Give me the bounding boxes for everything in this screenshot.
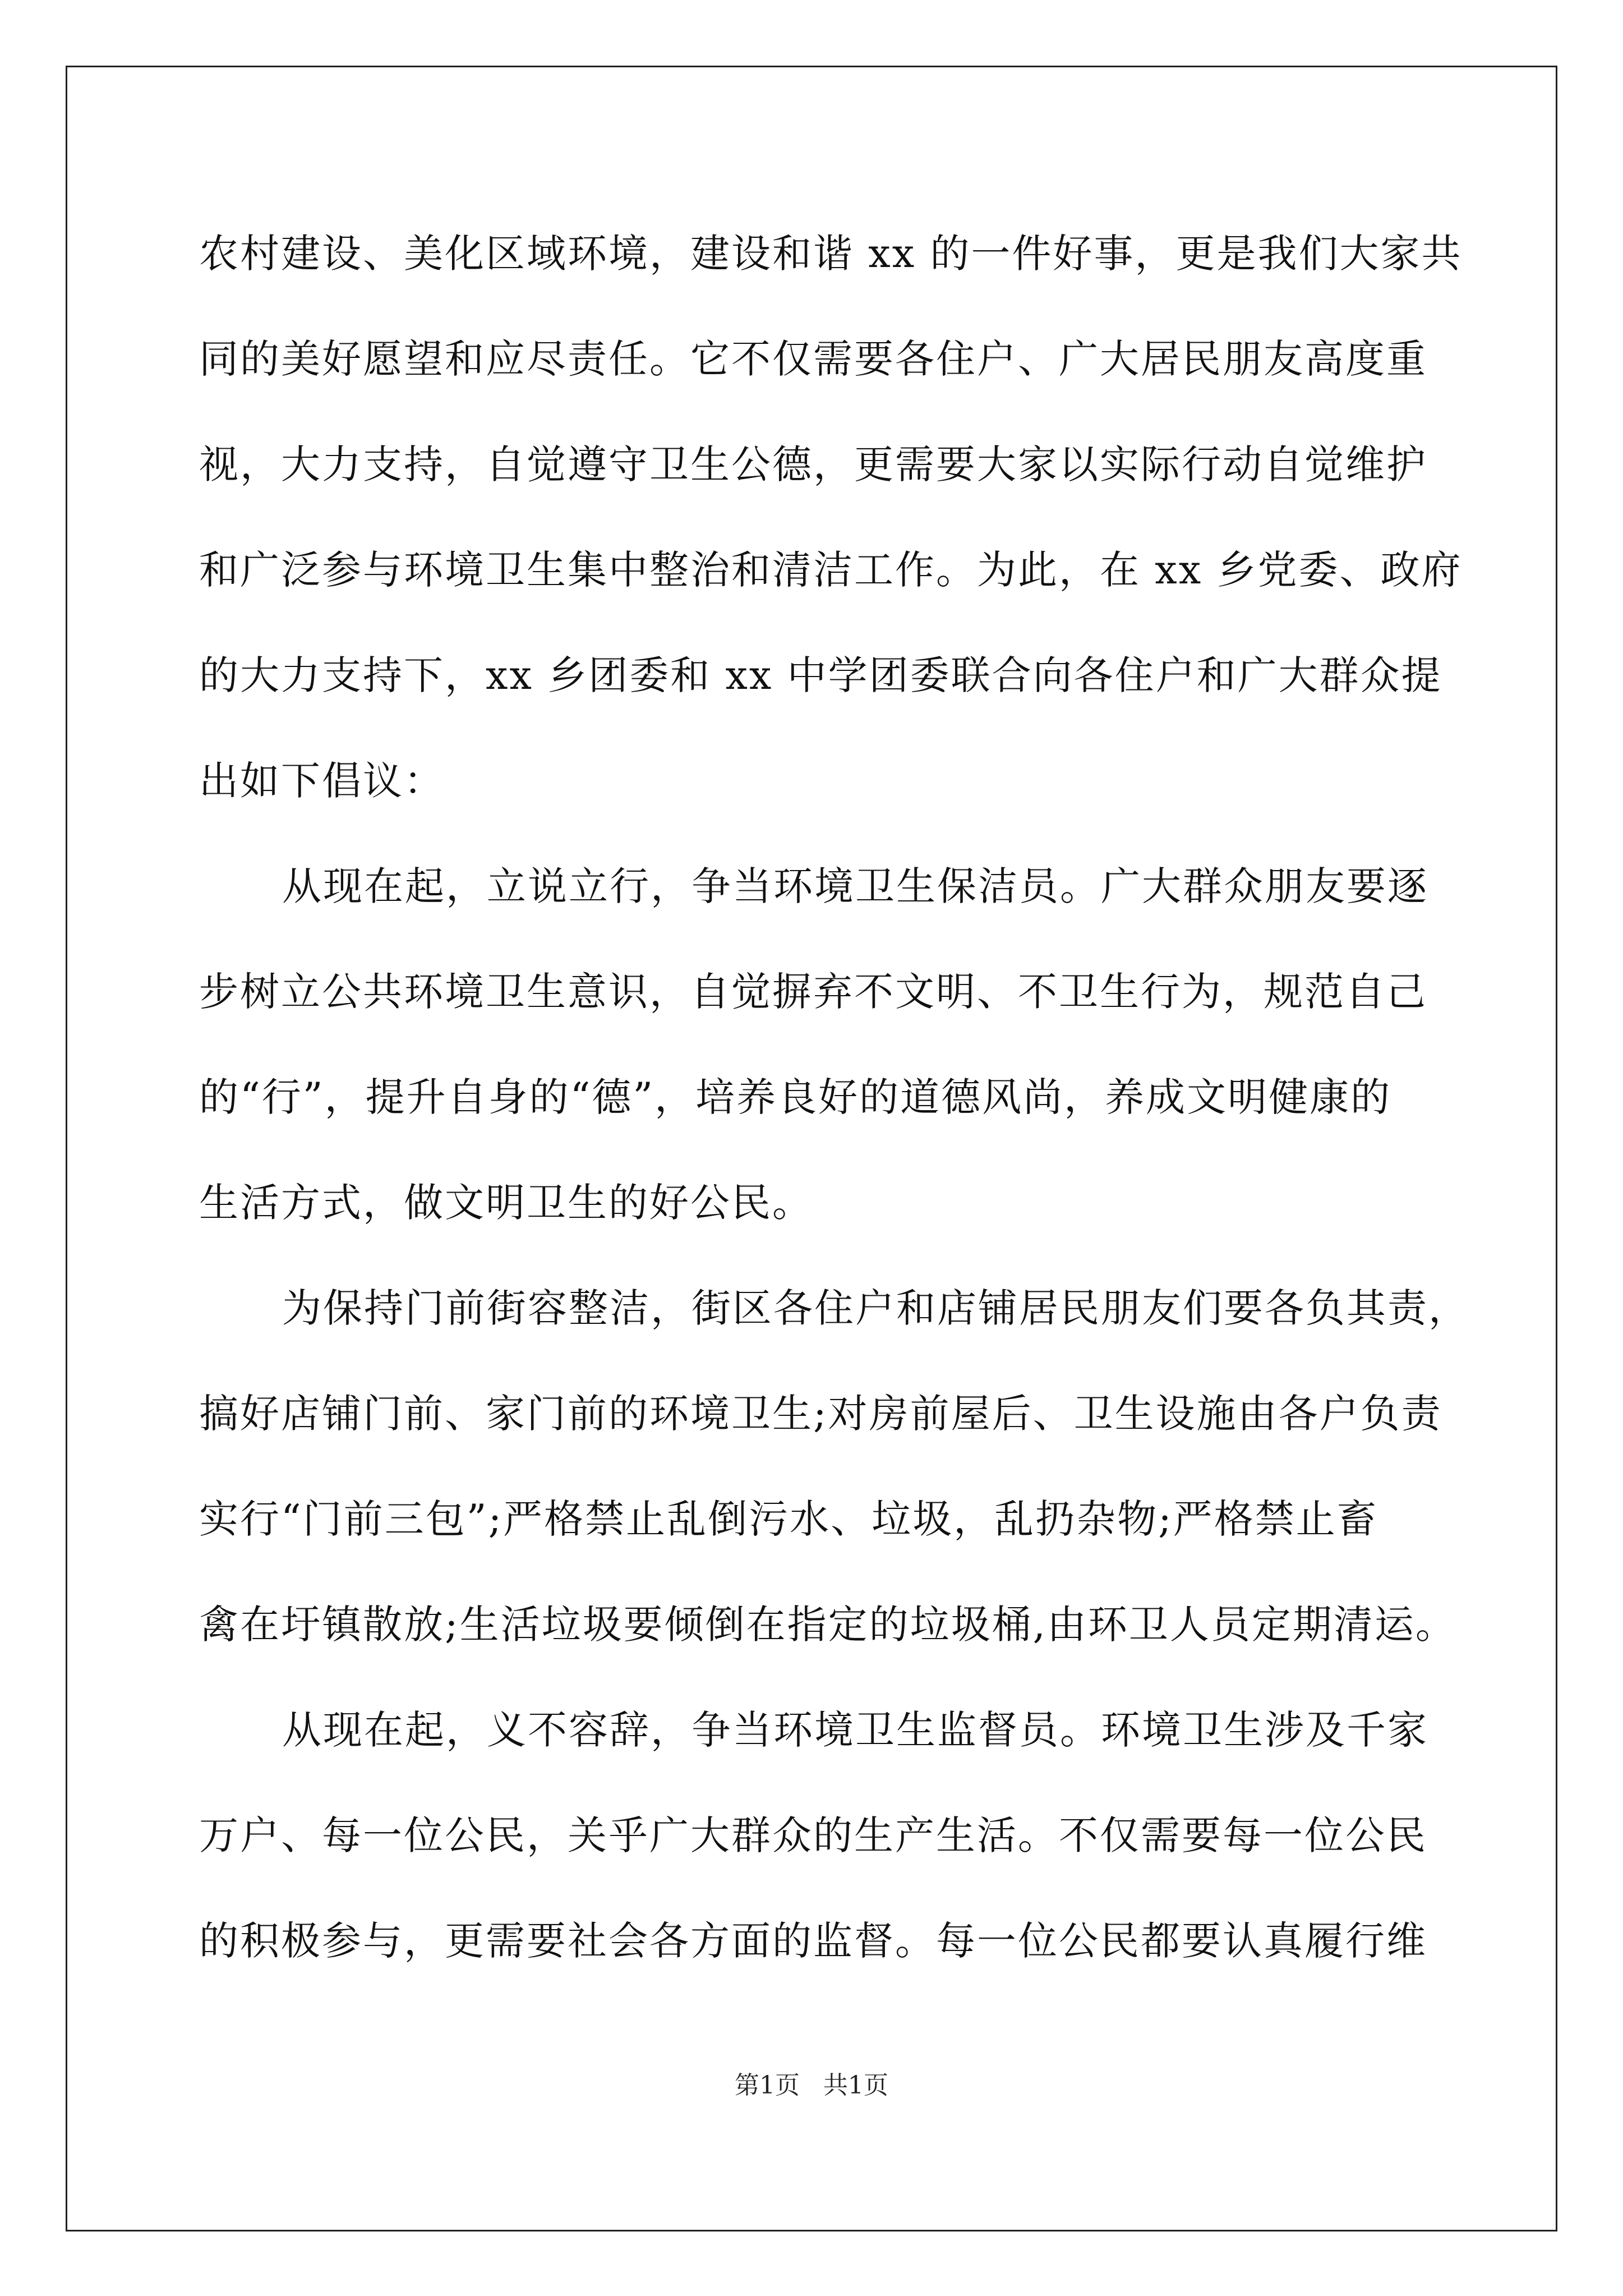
document-body — [199, 201, 1469, 1994]
text-line: 农村建设、美化区域环境，建设和谐 xx 的一件好事，更是我们大家共 — [199, 231, 1463, 277]
text-line: 的积极参与，更需要社会各方面的监督。每一位公民都要认真履行维 — [199, 1918, 1427, 1964]
text-line: 万户、每一位公民，关乎广大群众的生产生活。不仅需要每一位公民 — [199, 1812, 1427, 1858]
text-line: 视，大力支持，自觉遵守卫生公德，更需要大家以实际行动自觉维护 — [199, 441, 1427, 487]
paragraph-first-line: 为保持门前街容整洁，街区各住户和店铺居民朋友们要各负其责， — [282, 1285, 1469, 1331]
page-footer: 第1页 共1页 — [735, 2071, 888, 2100]
text-line: 的大力支持下，xx 乡团委和 xx 中学团委联合向各住户和广大群众提 — [199, 652, 1442, 698]
text-line: 和广泛参与环境卫生集中整治和清洁工作。为此，在 xx 乡党委、政府 — [199, 547, 1463, 593]
text-line: 搞好店铺门前、家门前的环境卫生;对房前屋后、卫生设施由各户负责 — [199, 1391, 1442, 1437]
text-line: 的“行”，提升自身的“德”，培养良好的道德风尚，养成文明健康的 — [199, 1074, 1392, 1120]
text-line: 同的美好愿望和应尽责任。它不仅需要各住户、广大居民朋友高度重 — [199, 336, 1427, 382]
text-line: 出如下倡议： — [199, 758, 445, 804]
text-line: 步树立公共环境卫生意识，自觉摒弃不文明、不卫生行为，规范自己 — [199, 969, 1427, 1015]
text-line: 禽在圩镇散放;生活垃圾要倾倒在指定的垃圾桶,由环卫人员定期清运。 — [199, 1602, 1456, 1648]
paragraph-first-line: 从现在起，立说立行，争当环境卫生保洁员。广大群众朋友要逐 — [282, 863, 1428, 909]
text-line: 生活方式，做文明卫生的好公民。 — [199, 1180, 813, 1226]
text-line: 实行“门前三包”;严格禁止乱倒污水、垃圾，乱扔杂物;严格禁止畜 — [199, 1496, 1378, 1542]
paragraph-first-line: 从现在起，义不容辞，争当环境卫生监督员。环境卫生涉及千家 — [282, 1707, 1428, 1753]
